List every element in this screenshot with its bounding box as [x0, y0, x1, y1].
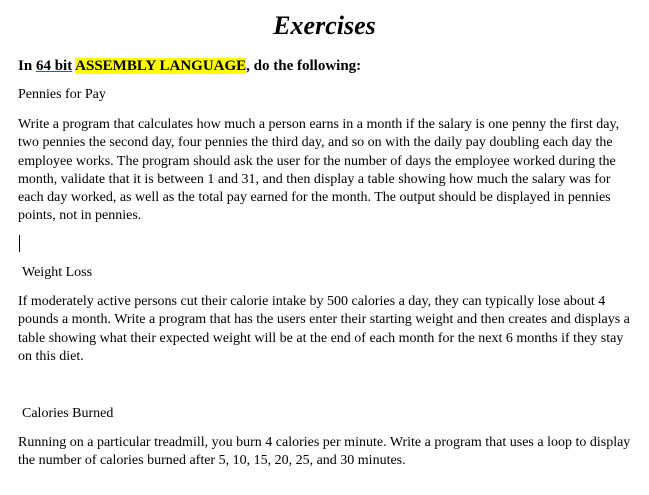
text-cursor	[19, 235, 20, 252]
intro-highlighted-text: ASSEMBLY LANGUAGE	[75, 58, 247, 74]
section-heading-calories: Calories Burned	[22, 406, 114, 421]
intro-prefix: In	[18, 58, 36, 74]
section-body-weight: If moderately active persons cut their calorie intake by 500 calories a day, they can typically lose about 4 pounds a month. Write a program that has the users enter their starting weight and then creates and displays a table showing what their expected weight will be at the end of each month for the next 6 months if they stay on this diet.	[18, 294, 630, 364]
document-title: Exercises	[273, 11, 376, 40]
section-body-pennies: Write a program that calculates how much a person earns in a month if the salary is one penny the first day, two pennies the second day, four pennies the third day, and so on with the daily pay doubling each day the employee works. The program should ask the user for the number of days the employee worked during the month, validate that it is between 1 and 31, and then display a table showing how much the salary was for each day worked, as well as the total pay earned for the month. The output should be displayed in pennies points, not in pennies.	[18, 117, 620, 224]
intro-line	[18, 56, 361, 76]
section-heading-pennies: Pennies for Pay	[18, 87, 106, 102]
intro-suffix: , do the following:	[246, 58, 362, 74]
section-body-calories: Running on a particular treadmill, you burn 4 calories per minute. Write a program that uses a loop to display the number of calories burned after 5, 10, 15, 20, 25, and 30 minutes.	[18, 435, 631, 469]
intro-underlined-text: 64 bit	[35, 58, 73, 74]
section-heading-weight: Weight Loss	[22, 265, 93, 280]
